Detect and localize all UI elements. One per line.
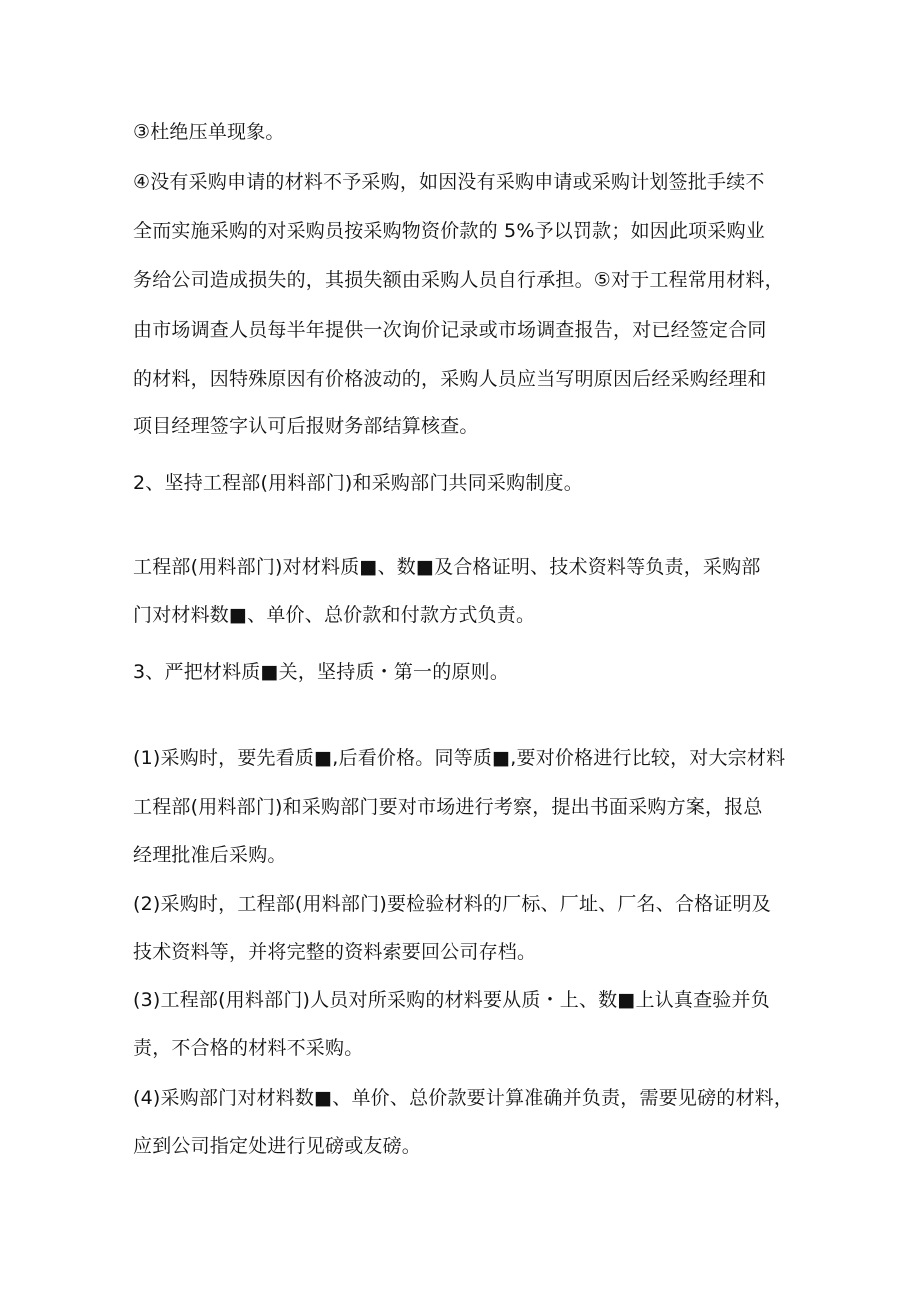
text-line: 项目经理签字认可后报财务部结算核查。	[133, 415, 479, 437]
text-line: (2)采购时，工程部(用料部门)要检验材料的厂标、厂址、厂名、合格证明及	[133, 893, 771, 915]
text-line: 的材料，因特殊原因有价格波动的，采购人员应当写明原因后经采购经理和	[133, 368, 767, 390]
section-heading: 2、坚持工程部(用料部门)和采购部门共同采购制度。	[133, 472, 583, 494]
text-line: 全而实施采购的对采购员按采购物资价款的 5%予以罚款；如因此项采购业	[133, 220, 765, 242]
text-line: 经理批准后采购。	[133, 844, 287, 866]
text-line: (3)工程部(用料部门)人员对所采购的材料要从质・上、数■上认真查验并负	[133, 989, 770, 1011]
text-line: 门对材料数■、单价、总价款和付款方式负责。	[133, 604, 536, 626]
text-line: ④没有采购申请的材料不予采购，如因没有采购申请或采购计划签批手续不	[133, 171, 765, 193]
text-line: ③杜绝压单现象。	[133, 121, 285, 143]
text-line: 责，不合格的材料不采购。	[133, 1037, 364, 1059]
section-heading: 3、严把材料质■关，坚持质・第一的原则。	[133, 661, 510, 683]
text-line: 务给公司造成损失的，其损失额由采购人员自行承担。⑤对于工程常用材料，	[133, 269, 784, 291]
text-line: 技术资料等，并将完整的资料索要回公司存档。	[133, 941, 537, 963]
text-line: 由市场调查人员每半年提供一次询价记录或市场调查报告，对已经签定合同	[133, 319, 767, 341]
text-line: 应到公司指定处进行见磅或友磅。	[133, 1135, 422, 1157]
text-line: 工程部(用料部门)对材料质■、数■及合格证明、技术资料等负责，采购部	[133, 556, 761, 578]
text-line: 工程部(用料部门)和采购部门要对市场进行考察，提出书面采购方案，报总	[133, 796, 763, 818]
text-line: (4)采购部门对材料数■、单价、总价款要计算准确并负责，需要见磅的材料，	[133, 1087, 794, 1109]
text-line: (1)采购时，要先看质■,后看价格。同等质■,要对价格进行比较，对大宗材料	[133, 747, 786, 769]
